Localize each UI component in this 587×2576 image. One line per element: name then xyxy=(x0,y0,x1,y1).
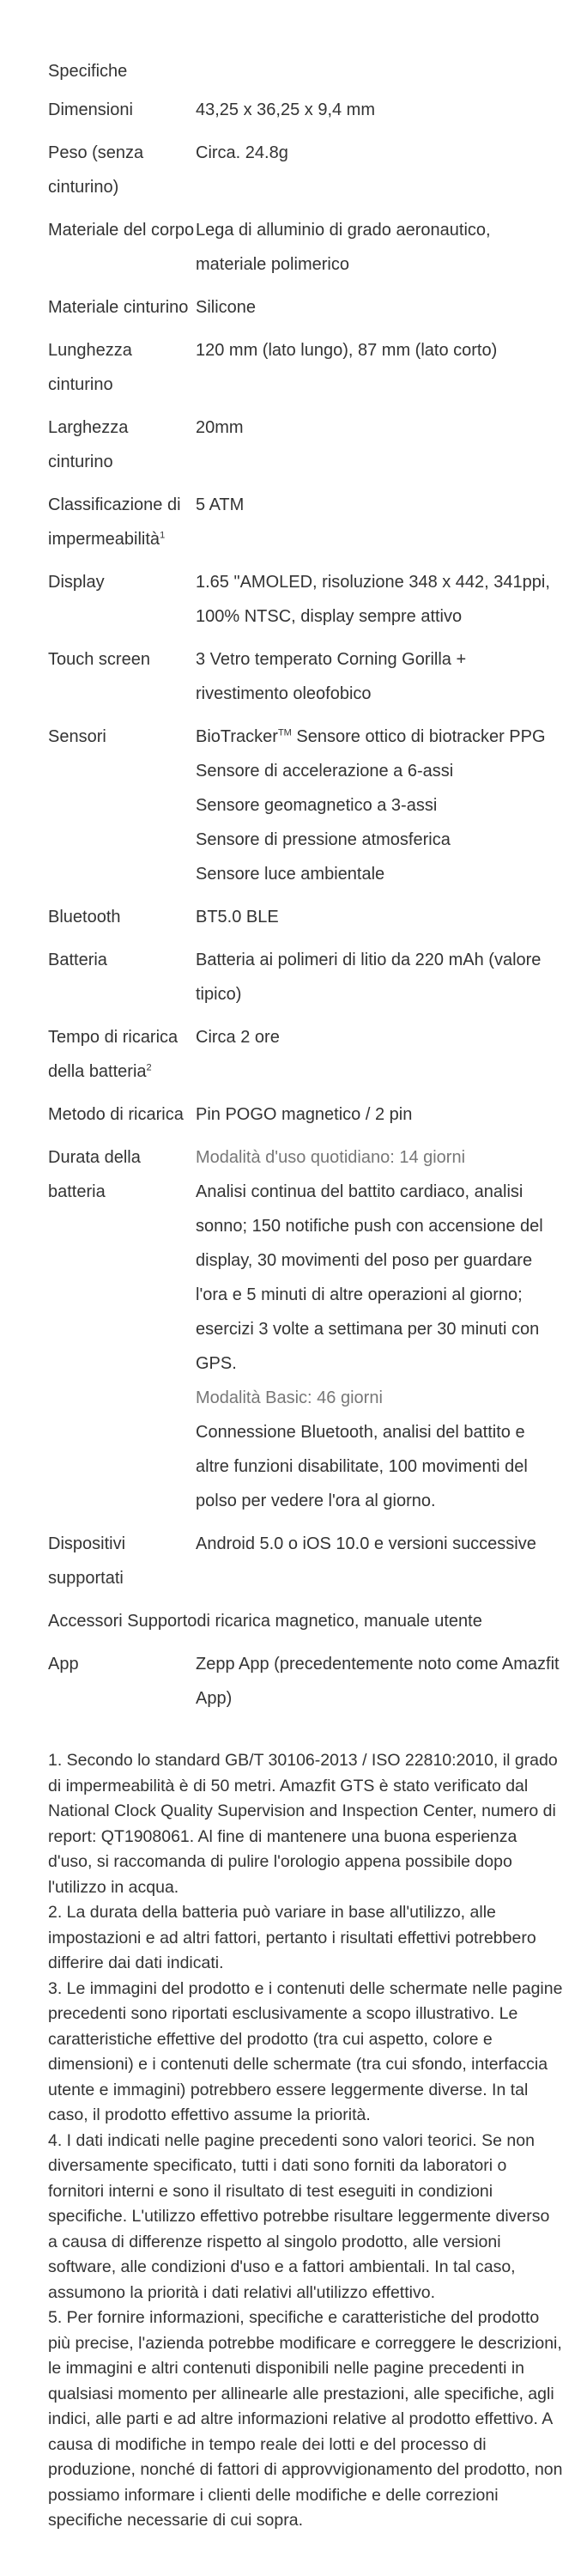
battery-mode-title: Modalità d'uso quotidiano: 14 giorni xyxy=(196,1148,466,1167)
sensor-item: Sensore di pressione atmosferica xyxy=(196,830,451,849)
section-title: Specifiche xyxy=(48,62,128,81)
biotracker-name: BioTracker xyxy=(196,727,278,746)
spec-label: Lunghezza cinturino xyxy=(48,341,132,394)
spec-value: 120 mm (lato lungo), 87 mm (lato corto) xyxy=(196,341,498,360)
footnote: 4. I dati indicati nelle pagine precedenti sono valori teorici. Se non diversamente specificato, tutti i dati sono forniti da laboratori o fornitori interni e sono il risultato di test eseguiti in condizioni specifiche. L'utilizzo effettivo potrebbe risultare leggermente diverso a causa di differenze rispetto al singolo prodotto, alle versioni software, alle condizioni d'uso e a fattori ambientali. In tal caso, assumono la priorità i dati relativi all'utilizzo effettivo. xyxy=(48,2130,550,2302)
spec-row-strap-width xyxy=(48,407,563,484)
battery-mode-desc: Connessione Bluetooth, analisi del battito e altre funzioni disabilitate, 100 movimenti del polso per vedere l'ora al giorno. xyxy=(196,1423,528,1510)
spec-label xyxy=(48,1020,196,1089)
spec-row-app xyxy=(48,1643,563,1721)
spec-value: Pin POGO magnetico / 2 pin xyxy=(196,1105,413,1124)
sensor-item: Sensore luce ambientale xyxy=(196,865,385,884)
spec-label: Bluetooth xyxy=(48,908,121,927)
sensor-biotracker xyxy=(196,720,563,754)
spec-value: Silicone xyxy=(196,298,257,317)
sensor-item: Sensore di accelerazione a 6-assi xyxy=(196,762,454,781)
spec-row-weight xyxy=(48,132,563,210)
spec-value: Zepp App (precedentemente noto come Amazfit App) xyxy=(196,1655,560,1708)
spec-value xyxy=(196,720,563,891)
spec-label-text: Tempo di ricarica della batteria xyxy=(48,1028,179,1081)
spec-value: Android 5.0 o iOS 10.0 e versioni successive xyxy=(196,1534,536,1553)
spec-row-battery xyxy=(48,939,563,1017)
spec-value: BT5.0 BLE xyxy=(196,908,279,927)
spec-value: Circa. 24.8g xyxy=(196,143,288,162)
biotracker-desc: Sensore ottico di biotracker PPG xyxy=(291,727,546,746)
spec-label: Sensori xyxy=(48,727,106,746)
spec-label: Batteria xyxy=(48,951,107,969)
spec-row-accessories xyxy=(48,1601,563,1643)
footnote: 5. Per fornire informazioni, specifiche e caratteristiche del prodotto più precise, l'azienda potrebbe modificare e correggere le descrizioni, le immagini e altri contenuti disponibili nelle pagine precedenti in qualsiasi momento per allinearle alle prestazioni, alle specifiche, agli indici, alle parti e ad altre informazioni relative al prodotto effettivo. A causa di modifiche in tempo reale dei lotti e del processo di produzione, nonché di fattori di approvvigionamento del prodotto, non possiamo informare i clienti delle modifiche e delle correzioni specifiche necessarie di cui sopra. xyxy=(48,2308,563,2530)
footnote-mark: 2 xyxy=(146,1062,152,1073)
spec-label: Larghezza cinturino xyxy=(48,418,129,471)
footnote: 3. Le immagini del prodotto e i contenuti delle schermate nelle pagine precedenti sono riportati esclusivamente a scopo illustrativo. Le caratteristiche effettive del prodotto (tra cui aspetto, colore e dimensioni) e i contenuti delle schermate (tra cui sfondo, interfaccia utente e immagini) potrebbero essere leggermente diverse. In tal caso, il prodotto effettivo assume la priorità. xyxy=(48,1978,563,2124)
spec-value: 43,25 x 36,25 x 9,4 mm xyxy=(196,100,376,119)
spec-value: 3 Vetro temperato Corning Gorilla + rivestimento oleofobico xyxy=(196,650,467,703)
spec-row-dimensions xyxy=(48,89,563,132)
spec-row-water-resistance xyxy=(48,484,563,562)
spec-label: Dimensioni xyxy=(48,100,133,119)
spec-row-strap-material xyxy=(48,287,563,330)
spec-value: Batteria ai polimeri di litio da 220 mAh (valore tipico) xyxy=(196,951,542,1004)
trademark-mark: TM xyxy=(277,727,292,738)
battery-mode-desc: Analisi continua del battito cardiaco, analisi sonno; 150 notifiche push con accensione del display, 30 movimenti del poso per guardare l'ora e 5 minuti di altre operazioni al giorno; esercizi 3 volte a settimana per 30 minuti con GPS. xyxy=(196,1182,543,1373)
spec-value: 5 ATM xyxy=(196,495,245,514)
spec-label xyxy=(48,488,196,556)
spec-label: Dispositivi supportati xyxy=(48,1534,126,1588)
footnote-mark: 1 xyxy=(160,530,166,541)
spec-row-battery-life xyxy=(48,1137,563,1523)
spec-label: Touch screen xyxy=(48,650,150,669)
spec-row-sensors xyxy=(48,716,563,896)
footnote: 1. Secondo lo standard GB/T 30106-2013 / ISO 22810:2010, il grado di impermeabilità è di 50 metri. Amazfit GTS è stato verificato dal National Clock Quality Supervision and Inspection Center, numero di report: QT1908061. Al fine di mantenere una buona esperienza d'uso, si raccomanda di pulire l'orologio appena possibile dopo l'utilizzo in acqua. xyxy=(48,1751,558,1897)
footnotes xyxy=(48,1748,563,2534)
spec-label-text: Classificazione di impermeabilità xyxy=(48,495,181,549)
footnote: 2. La durata della batteria può variare in base all'utilizzo, alle impostazioni e ad altri fattori, pertanto i risultati effettivi potrebbero differire dai dati indicati. xyxy=(48,1903,536,1972)
spec-row-strap-length xyxy=(48,330,563,407)
spec-value: Circa 2 ore xyxy=(196,1028,280,1047)
spec-label: Display xyxy=(48,573,105,592)
spec-value: 1.65 "AMOLED, risoluzione 348 x 442, 341ppi, 100% NTSC, display sempre attivo xyxy=(196,573,550,626)
spec-label: App xyxy=(48,1655,79,1674)
spec-row-body-material xyxy=(48,210,563,287)
spec-row-charging-time xyxy=(48,1017,563,1094)
sensor-item: Sensore geomagnetico a 3-assi xyxy=(196,796,438,815)
spec-accessories-text: Accessori Supportodi ricarica magnetico, manuale utente xyxy=(48,1612,482,1631)
spec-label: Peso (senza cinturino) xyxy=(48,143,144,197)
spec-table xyxy=(48,89,563,1721)
spec-value: Lega di alluminio di grado aeronautico, materiale polimerico xyxy=(196,221,491,274)
spec-label: Materiale cinturino xyxy=(48,298,189,317)
spec-label: Durata della batteria xyxy=(48,1148,141,1201)
spec-row-charging-method xyxy=(48,1094,563,1137)
spec-row-display xyxy=(48,562,563,639)
spec-value xyxy=(196,1140,563,1518)
spec-row-bluetooth xyxy=(48,896,563,939)
spec-value: 20mm xyxy=(196,418,244,437)
spec-label: Metodo di ricarica xyxy=(48,1105,184,1124)
spec-row-touch-screen xyxy=(48,639,563,716)
spec-row-supported-devices xyxy=(48,1523,563,1601)
battery-mode-title: Modalità Basic: 46 giorni xyxy=(196,1388,383,1407)
spec-label: Materiale del corpo xyxy=(48,221,195,240)
